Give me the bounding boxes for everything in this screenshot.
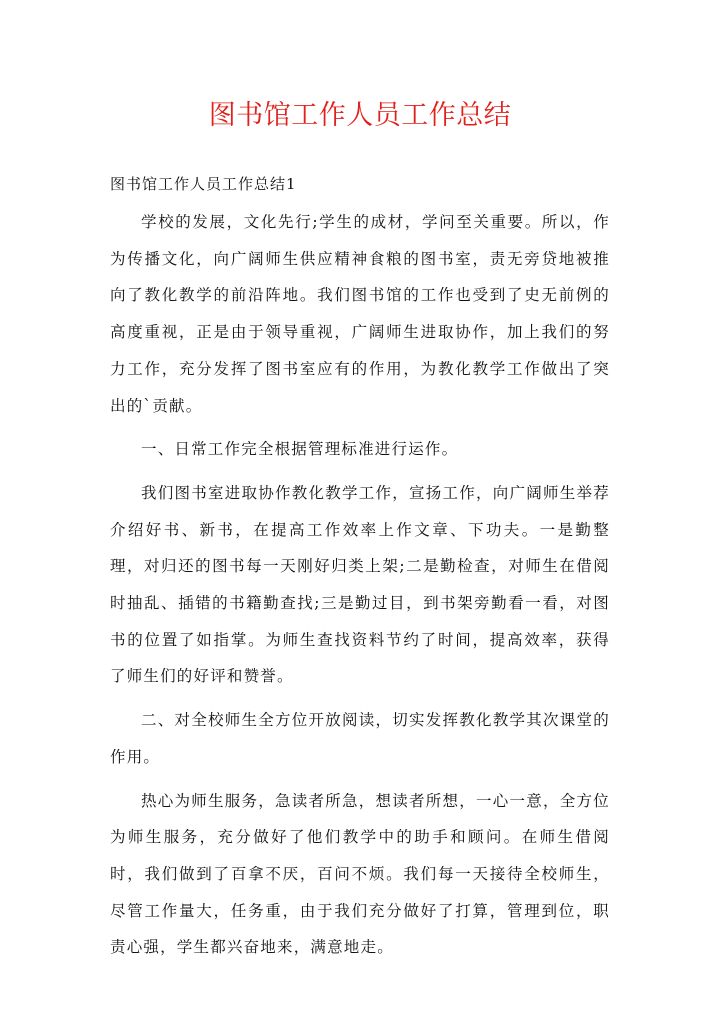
- paragraph-section-2: 热心为师生服务，急读者所急，想读者所想，一心一意，全方位为师生服务，充分做好了他们教学中的助手和顾问。在师生借阅时，我们做到了百拿不厌，百问不烦。我们每一天接待全校师生，尽管工作量大，任务重，由于我们充分做好了打算，管理到位，职责心强，学生都兴奋地来，满意地走。: [110, 791, 610, 957]
- document-title: 图书馆工作人员工作总结: [208, 100, 512, 131]
- section-heading-2: 二、对全校师生全方位开放阅读，切实发挥教化教学其次课堂的作用。: [110, 711, 610, 766]
- section-heading-1: 一、日常工作完全根据管理标准进行运作。: [141, 440, 459, 459]
- paragraph-intro: 学校的发展，文化先行;学生的成材，学问至关重要。所以，作为传播文化，向广阔师生供应精神食粮的图书室，责无旁贷地被推向了教化教学的前沿阵地。我们图书馆的工作也受到了史无前例的高度重视，正是由于领导重视，广阔师生进取协作，加上我们的努力工作，充分发挥了图书室应有的作用，为教化教学工作做出了突出的`贡献。: [110, 213, 610, 415]
- document-subtitle: 图书馆工作人员工作总结1: [110, 175, 297, 193]
- document-body: [110, 166, 610, 973]
- paragraph-section-1: 我们图书室进取协作教化教学工作，宣扬工作，向广阔师生举荐介绍好书、新书，在提高工作效率上作文章、下功夫。一是勤整理，对归还的图书每一天刚好归类上架;二是勤检查，对师生在借阅时抽乱、插错的书籍勤查找;三是勤过目，到书架旁勤看一看，对图书的位置了如指掌。为师生查找资料节约了时间，提高效率，获得了师生们的好评和赞誉。: [110, 483, 610, 686]
